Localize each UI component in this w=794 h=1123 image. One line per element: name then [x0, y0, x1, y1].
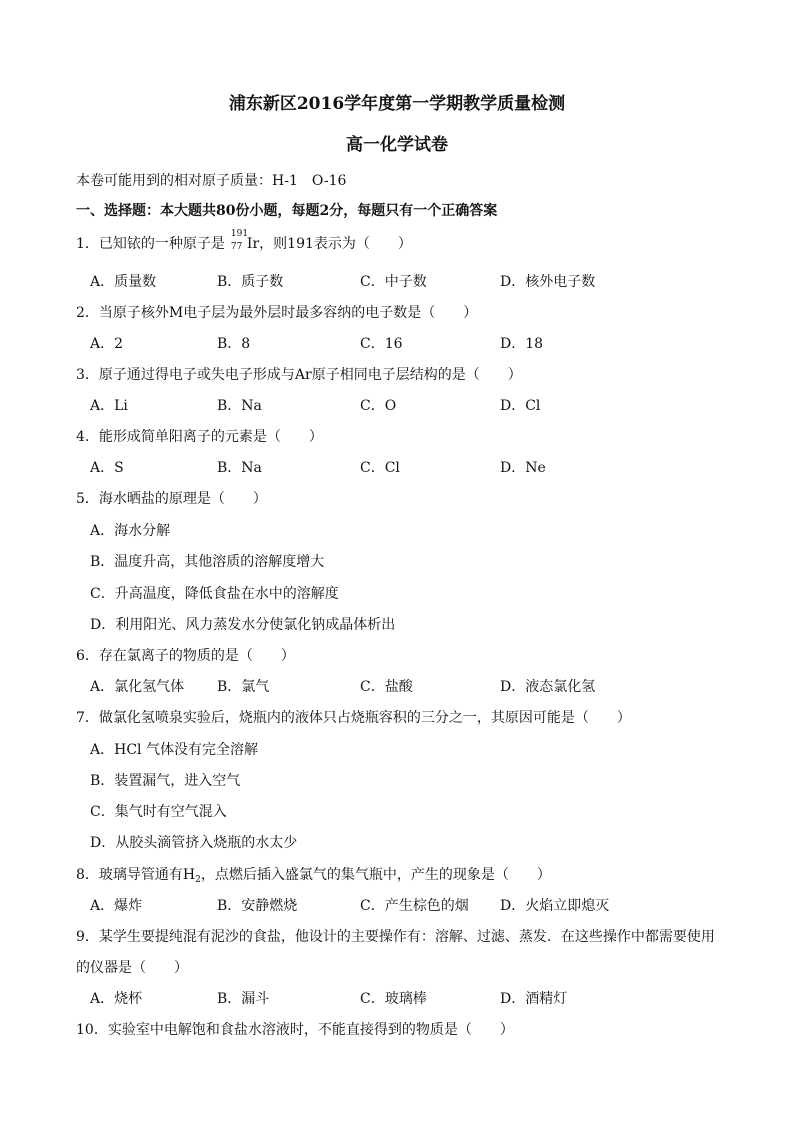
question-1-stem-post: ，则191表示为（ ） — [259, 236, 412, 252]
q3-option-d: D．Cl — [500, 398, 541, 414]
exam-subtitle: 高一化学试卷 — [346, 135, 448, 155]
q2-option-c: C．16 — [360, 336, 403, 352]
section-heading: 一、选择题：本大题共80份小题，每题2分，每题只有一个正确答案 — [76, 203, 498, 219]
q8-option-a: A．爆炸 — [90, 898, 143, 914]
q1-option-b: B．质子数 — [217, 274, 284, 290]
q3-option-c: C．O — [360, 398, 397, 414]
question-4: 4．能形成简单阳离子的元素是（ ） — [76, 429, 323, 445]
q5-option-b: B．温度升高，其他溶质的溶解度增大 — [90, 554, 325, 570]
question-5: 5．海水晒盐的原理是（ ） — [76, 491, 267, 507]
question-1 — [76, 229, 412, 253]
q7-option-c: C．集气时有空气混入 — [90, 804, 227, 820]
question-3: 3．原子通过得电子或失电子形成与Ar原子相同电子层结构的是（ ） — [76, 367, 522, 383]
question-8 — [76, 864, 551, 885]
q1-option-c: C．中子数 — [360, 274, 427, 290]
q6-option-c: C．盐酸 — [360, 679, 413, 695]
question-8-subscript: 2 — [195, 875, 201, 885]
iso-mass-number: 191 — [230, 229, 249, 239]
q7-option-a: A．HCl 气体没有完全溶解 — [90, 742, 258, 758]
question-7: 7．做氯化氢喷泉实验后，烧瓶内的液体只占烧瓶容积的三分之一，其原因可能是（ ） — [76, 710, 631, 726]
q4-option-b: B．Na — [217, 460, 262, 476]
q8-option-b: B．安静燃烧 — [217, 898, 298, 914]
exam-title: 浦东新区2016学年度第一学期教学质量检测 — [228, 94, 566, 114]
q9-option-a: A．烧杯 — [90, 991, 143, 1007]
q4-option-a: A．S — [90, 460, 124, 476]
q5-option-a: A．海水分解 — [90, 523, 171, 539]
question-2: 2．当原子核外M电子层为最外层时最多容纳的电子数是（ ） — [76, 305, 478, 321]
q6-option-a: A．氯化氢气体 — [90, 679, 185, 695]
q2-option-a: A．2 — [90, 336, 124, 352]
question-9-continued: 的仪器是（ ） — [76, 960, 188, 976]
question-10: 10．实验室中电解饱和食盐水溶液时，不能直接得到的物质是（ ） — [76, 1022, 514, 1038]
question-8-stem-pre: 8．玻璃导管通有H — [76, 867, 196, 883]
q2-option-d: D．18 — [500, 336, 544, 352]
iridium-isotope — [230, 229, 249, 253]
q3-option-b: B．Na — [217, 398, 262, 414]
question-1-stem-pre: 1．已知铱的一种原子是 — [76, 236, 225, 252]
q9-option-c: C．玻璃棒 — [360, 991, 427, 1007]
intro-text: 本卷可能用到的相对原子质量：H-1 O-16 — [76, 173, 347, 189]
q9-option-d: D．酒精灯 — [500, 991, 568, 1007]
q1-option-d: D．核外电子数 — [500, 274, 596, 290]
question-8-stem-post: ，点燃后插入盛氯气的集气瓶中，产生的现象是（ ） — [200, 867, 551, 883]
q6-option-d: D．液态氯化氢 — [500, 679, 596, 695]
q1-option-a: A．质量数 — [90, 274, 157, 290]
q8-option-d: D．火焰立即熄灭 — [500, 898, 610, 914]
q5-option-c: C．升高温度，降低食盐在水中的溶解度 — [90, 586, 339, 602]
q8-option-c: C．产生棕色的烟 — [360, 898, 469, 914]
q3-option-a: A．Li — [90, 398, 128, 414]
q7-option-b: B．装置漏气，进入空气 — [90, 773, 241, 789]
q4-option-d: D．Ne — [500, 460, 546, 476]
q7-option-d: D．从胶头滴管挤入烧瓶的水太少 — [90, 835, 298, 851]
q2-option-b: B．8 — [217, 336, 251, 352]
q6-option-b: B．氯气 — [217, 679, 270, 695]
iso-atomic-number: 77 — [230, 242, 243, 252]
q9-option-b: B．漏斗 — [217, 991, 270, 1007]
q5-option-d: D．利用阳光、风力蒸发水分使氯化钠成晶体析出 — [90, 617, 396, 633]
question-9: 9．某学生要提纯混有泥沙的食盐，他设计的主要操作有：溶解、过滤、蒸发．在这些操作中都需要使用 — [76, 929, 715, 945]
q4-option-c: C．Cl — [360, 460, 400, 476]
question-6: 6．存在氯离子的物质的是（ ） — [76, 648, 295, 664]
iso-symbol: Ir — [246, 236, 260, 252]
